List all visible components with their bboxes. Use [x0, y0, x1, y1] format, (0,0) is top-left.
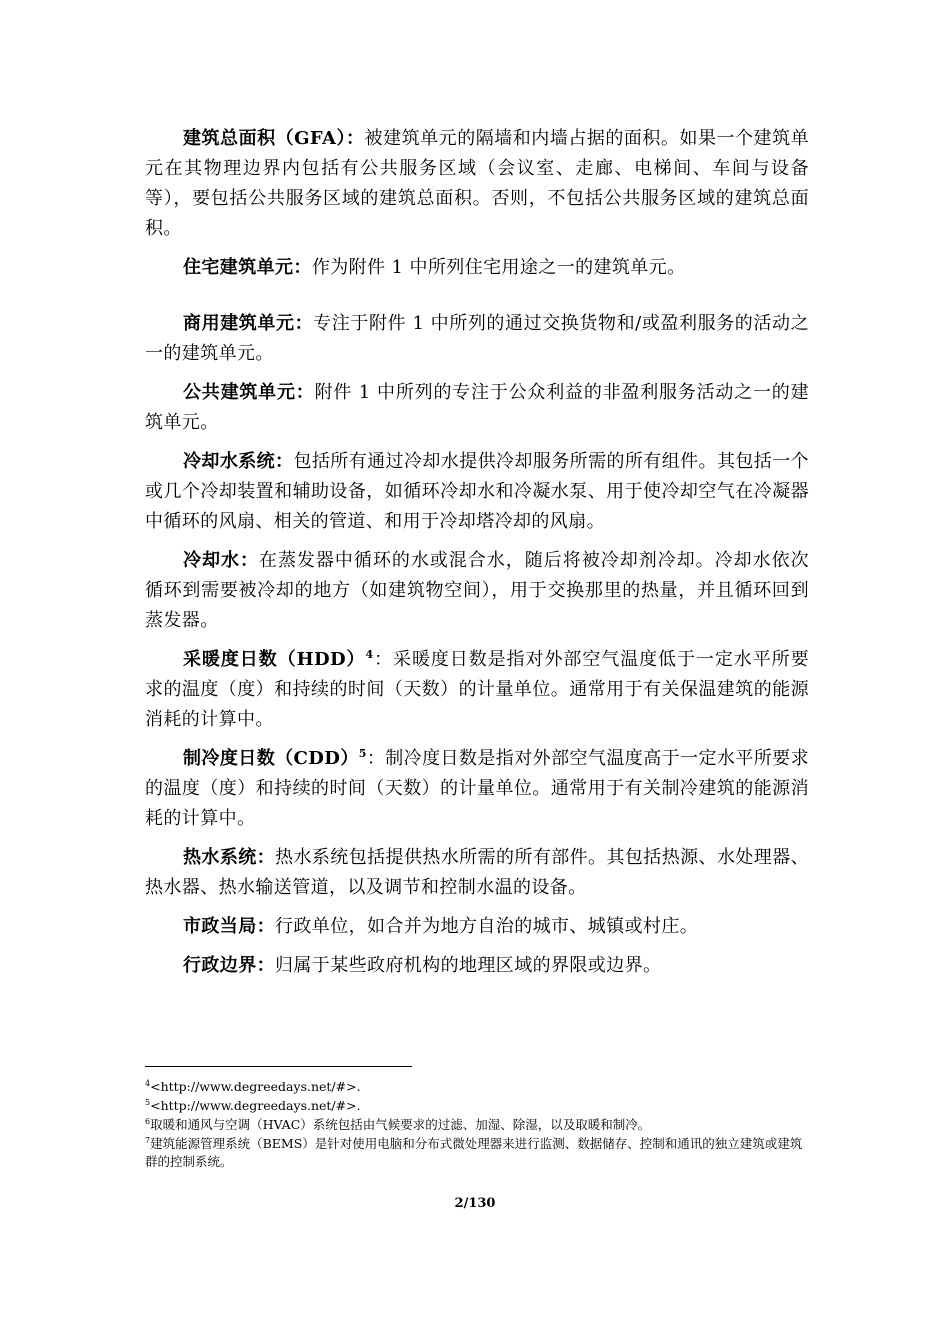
- footnote-link[interactable]: <http://www.degreedays.net/#>.: [150, 1079, 361, 1094]
- footnote-item: [145, 1116, 809, 1134]
- definition-term: 冷却水系统：: [183, 451, 294, 472]
- definition-text: 包括所有通过冷却水提供冷却服务所需的所有组件。其包括一个或几个冷却装置和辅助设备，如循环冷却水和冷凝水泵、用于使冷却空气在冷凝器中循环的风扇、相关的管道、和用于冷却塔冷却的风扇。: [145, 451, 810, 532]
- definition-term: 公共建筑单元：: [183, 382, 315, 403]
- definition-text: 热水系统包括提供热水所需的所有部件。其包括热源、水处理器、热水器、热水输送管道，以及调节和控制水温的设备。: [145, 847, 809, 898]
- footnote-text: 取暖和通风与空调（HVAC）系统包括由气候要求的过滤、加湿、除湿，以及取暖和制冷。: [150, 1117, 651, 1132]
- page-number: 2/130: [454, 1196, 496, 1211]
- definition-text: 附件 1 中所列的专注于公众利益的非盈利服务活动之一的建筑单元。: [145, 382, 809, 433]
- definition-text: ：采暖度日数是指对外部空气温度低于一定水平所要求的温度（度）和持续的时间（天数）的计量单位。通常用于有关保温建筑的能源消耗的计算中。: [145, 649, 809, 730]
- footnote-text: 建筑能源管理系统（BEMS）是针对使用电脑和分布式微处理器来进行监测、数据储存、控制和通讯的独立建筑或建筑群的控制系统。: [145, 1136, 803, 1169]
- definition-paragraph: [145, 744, 809, 834]
- definition-term: 热水系统：: [183, 847, 276, 868]
- footnote-link[interactable]: <http://www.degreedays.net/#>.: [150, 1098, 361, 1113]
- footnote-reference[interactable]: 5: [358, 747, 367, 760]
- footnote-item: [145, 1097, 809, 1115]
- definition-paragraph: [145, 951, 809, 981]
- definition-paragraph: [145, 124, 809, 244]
- definition-paragraph: [145, 912, 809, 942]
- definition-text: 在蒸发器中循环的水或混合水，随后将被冷却剂冷却。冷却水依次 循环到需要被冷却的地方（如建筑物空间），用于交换那里的热量，并且循环回到蒸发器。: [145, 550, 809, 631]
- definition-term: 冷却水：: [183, 550, 259, 571]
- footnote-separator: [145, 1066, 412, 1067]
- definition-text: 专注于附件 1 中所列的通过交换货物和/或盈利服务的活动之一的建筑单元。: [145, 313, 809, 364]
- footnote-mark: 7: [145, 1135, 151, 1145]
- definitions-body: [145, 124, 809, 990]
- definition-text: 作为附件 1 中所列住宅用途之一的建筑单元。: [311, 257, 686, 278]
- footnote-mark: 5: [145, 1097, 151, 1107]
- definition-paragraph: [145, 309, 809, 369]
- definition-text: 被建筑单元的隔墙和内墙占据的面积。如果一个建筑单元在其物理边界内包括有公共服务区域（会议室、走廊、电梯间、车间与设备等），要包括公共服务区域的建筑总面积。否则，不包括公共服务区域的建筑总面积。: [145, 128, 809, 239]
- definition-term: 采暖度日数（HDD）: [183, 649, 366, 670]
- definition-paragraph: [145, 253, 809, 283]
- footnote-item: [145, 1135, 809, 1171]
- definition-term: 制冷度日数（CDD）: [183, 748, 359, 769]
- definition-term: 住宅建筑单元：: [183, 257, 312, 278]
- definition-text: ：制冷度日数是指对外部空气温度高于一定水平所要求的温度（度）和持续的时间（天数）的计量单位。通常用于有关制冷建筑的能源消耗的计算中。: [145, 748, 809, 829]
- definition-paragraph: [145, 378, 809, 438]
- definition-term: 市政当局：: [183, 916, 275, 937]
- footnotes: [145, 1078, 809, 1172]
- footnote-item: [145, 1078, 809, 1096]
- definition-paragraph: [145, 645, 809, 735]
- definition-paragraph: [145, 546, 809, 636]
- footnote-reference[interactable]: 4: [365, 648, 374, 661]
- definition-text: 行政单位，如合并为地方自治的城市、城镇或村庄。: [275, 916, 699, 937]
- definition-term: 建筑总面积（GFA）：: [183, 128, 365, 149]
- definition-term: 行政边界：: [183, 955, 275, 976]
- footnote-mark: 4: [145, 1078, 151, 1088]
- footnote-mark: 6: [145, 1116, 151, 1126]
- definition-paragraph: [145, 447, 809, 537]
- definition-term: 商用建筑单元：: [183, 313, 314, 334]
- definition-text: 归属于某些政府机构的地理区域的界限或边界。: [275, 955, 662, 976]
- definition-paragraph: [145, 843, 809, 903]
